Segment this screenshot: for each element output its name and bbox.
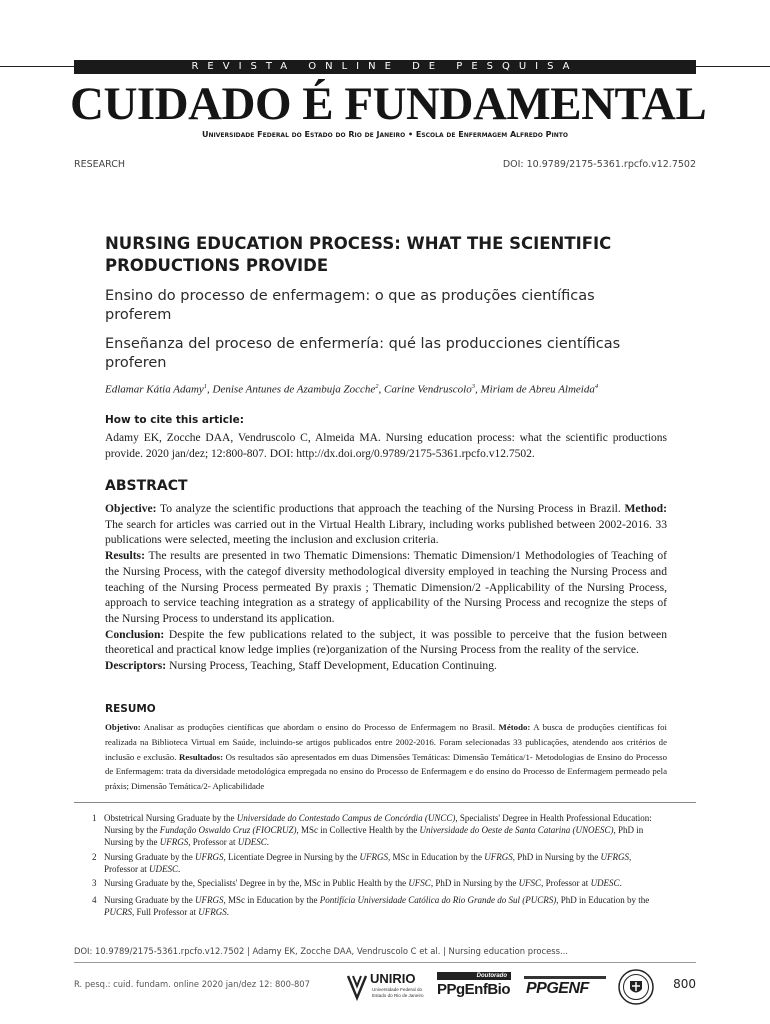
author-name: Miriam de Abreu Almeida bbox=[480, 383, 595, 396]
footnote-text: UFRGS bbox=[600, 852, 629, 862]
descriptors-label: Descriptors: bbox=[105, 659, 167, 673]
conclusion-text: Despite the few publications related to the subject, it was possible to perceive that the fusion between theoretical and practical know ledge implies (re)organization of the Nursing Process from the reality of the service. bbox=[105, 627, 667, 657]
ufrgs-seal bbox=[618, 969, 654, 1010]
footnote-text: , Specialists' Degree in Health Professional Education: Nursing by the bbox=[104, 813, 652, 835]
ppgenfbio-logo-text: PPgEnfBio bbox=[437, 981, 510, 998]
unirio-logo bbox=[344, 970, 426, 1004]
method-label: Method: bbox=[624, 502, 667, 515]
footnote-text: UFRGS bbox=[194, 895, 224, 905]
article-title-es: Enseñanza del proceso de enfermería: qué las producciones científicas proferen bbox=[105, 336, 621, 371]
ppgenfbio-tag: Doutorado bbox=[476, 973, 507, 979]
footnote-number: 3 bbox=[92, 878, 97, 888]
author-ref: 3 bbox=[471, 383, 475, 390]
footnote-text: Universidade do Oeste de Santa Catarina (UNOESC) bbox=[419, 825, 614, 835]
objetivo-text: Analisar as produções científicas que abordam o ensino do Processo de Enfermagem no Brasil. bbox=[140, 722, 499, 732]
footnote-text: , MSc in Education by the bbox=[387, 852, 485, 862]
footnote-text: Nursing Graduate by the bbox=[104, 895, 195, 905]
footnote-rule bbox=[74, 802, 696, 803]
footnote-text: Obstetrical Nursing Graduate by the bbox=[104, 813, 237, 823]
footnote-text: , Full Professor at bbox=[132, 907, 199, 917]
footnote-text: UFRGS bbox=[159, 837, 189, 847]
page-number: 800 bbox=[673, 977, 696, 991]
abstract-conclusion bbox=[105, 627, 667, 658]
objective-text: To analyze the scientific productions that approach the teaching of the Nursing Process in Brazil. bbox=[156, 502, 625, 515]
abstract-paragraph bbox=[105, 501, 667, 548]
footnote-text: Fundação Oswaldo Cruz (FIOCRUZ) bbox=[159, 825, 297, 835]
article-title-pt: Ensino do processo de enfermagem: o que as produções científicas proferem bbox=[105, 288, 595, 323]
footnote-text: UFRGS bbox=[484, 852, 513, 862]
footnote-text: . bbox=[178, 864, 181, 874]
resultados-label: Resultados: bbox=[179, 751, 224, 762]
resumo-paragraph bbox=[105, 720, 667, 794]
footnote-text: , Licentiate Degree in Nursing by the bbox=[223, 852, 360, 862]
footnote-text: , PhD in Nursing by the bbox=[430, 878, 519, 888]
objective-label: Objective: bbox=[105, 502, 157, 515]
author-name: Edlamar Kátia Adamy bbox=[105, 383, 204, 396]
ppgenf-logo-text: PPGENF bbox=[526, 980, 589, 997]
resumo-body bbox=[105, 720, 667, 794]
footnote-1 bbox=[92, 812, 666, 848]
footer-rule bbox=[74, 962, 696, 963]
unirio-logo-text: UNIRIO bbox=[370, 971, 416, 986]
footnote-text: . bbox=[619, 878, 622, 888]
article-title-en: NURSING EDUCATION PROCESS: WHAT THE SCIENTIFIC PRODUCTIONS PROVIDE bbox=[105, 234, 612, 275]
section-label: RESEARCH bbox=[74, 159, 126, 170]
footnote-text: Pontifícia Universidade Católica do Rio Grande do Sul (PUCRS) bbox=[319, 895, 557, 905]
footer-running-ref: DOI: 10.9789/2175-5361.rpcfo.v12.7502 | Adamy EK, Zocche DAA, Vendruscolo C et al. | Nursing education process... bbox=[74, 946, 568, 956]
footnote-number: 1 bbox=[92, 813, 97, 823]
author-ref: 2 bbox=[375, 383, 379, 390]
author-ref: 1 bbox=[203, 383, 208, 390]
unirio-logo-sub1: Universidade Federal do bbox=[372, 987, 423, 992]
footnote-4 bbox=[92, 894, 666, 918]
footnote-text: UFRGS bbox=[194, 852, 224, 862]
ppgenfbio-logo bbox=[437, 972, 511, 1002]
abstract-descriptors bbox=[105, 658, 667, 674]
footnote-text: , PhD in Education by the bbox=[556, 895, 650, 905]
abstract-heading: ABSTRACT bbox=[105, 478, 188, 494]
footnote-text: . bbox=[226, 907, 229, 917]
conclusion-label: Conclusion: bbox=[105, 627, 165, 641]
ppgenf-stripe bbox=[524, 976, 606, 979]
unirio-emblem-icon bbox=[344, 972, 370, 1002]
author-name: Carine Vendruscolo bbox=[384, 383, 472, 396]
footnote-text: UFRGS bbox=[198, 907, 227, 917]
ufrgs-seal-icon bbox=[618, 969, 654, 1005]
unirio-logo-sub2: Estado do Rio de Janeiro bbox=[372, 993, 424, 998]
footnote-text: UDESC bbox=[590, 878, 620, 888]
footnote-number: 4 bbox=[92, 895, 97, 905]
footnote-text: Nursing Graduate by the bbox=[104, 852, 195, 862]
footnote-text: , PhD in Nursing by the bbox=[104, 825, 644, 847]
footnote-text: UFSC bbox=[518, 878, 542, 888]
abstract-body bbox=[105, 501, 667, 674]
abstract-results bbox=[105, 548, 667, 627]
author-ref: 4 bbox=[594, 383, 599, 390]
metodo-label: Método: bbox=[498, 722, 531, 732]
resumo-heading: RESUMO bbox=[105, 703, 156, 715]
footnote-text: UFRGS bbox=[359, 852, 388, 862]
footnote-text: , MSc in Education by the bbox=[223, 895, 320, 905]
footnote-text: UFSC bbox=[408, 878, 431, 888]
journal-title: CUIDADO É FUNDAMENTAL bbox=[70, 78, 707, 130]
objetivo-label: Objetivo: bbox=[105, 722, 141, 732]
footnote-text: Nursing Graduate by the, Specialists' Degree in by the, MSc in Public Health by the bbox=[104, 878, 409, 888]
footnote-2 bbox=[92, 851, 666, 875]
institution-line: Universidade Federal do Estado do Rio de Janeiro • Escola de Enfermagem Alfredo Pinto bbox=[202, 130, 568, 139]
cite-text: Adamy EK, Zocche DAA, Vendruscolo C, Almeida MA. Nursing education process: what the scientific productions provide. 2020 jan/dez; 12:800-807. DOI: http://dx.doi.org/0.9789/2175-5361.rpcfo.v12.7502. bbox=[105, 432, 667, 460]
footnote-text: , Professor at bbox=[188, 837, 238, 847]
descriptors-text: Nursing Process, Teaching, Staff Development, Education Continuing. bbox=[166, 659, 497, 673]
method-text: The search for articles was carried out in the Virtual Health Library, including works published between 2002-2016. 33 publications were selected, meeting the inclusion and exclusion criteria. bbox=[105, 517, 667, 547]
resultados-text: Os resultados são apresentados em duas Dimensões Temáticas: Dimensão Temática/1- Metodologias de Ensino do Processo de Enfermagem: trata da diversidade metodológica empregada no ensino do Processo de Enfermagem e do ensino do Processo de Enfermagem permeado pela práxis; Dimensão Temática/2- Aplicabilidade bbox=[105, 751, 667, 792]
author-name: Denise Antunes de Azambuja Zocche bbox=[212, 383, 376, 396]
footnote-text: , PhD in Nursing by the bbox=[512, 852, 601, 862]
footnote-text: , Professor at bbox=[104, 852, 632, 874]
ppgenf-logo bbox=[524, 976, 606, 1000]
footnote-text: , Professor at bbox=[541, 878, 591, 888]
footnote-text: Universidade do Contestado Campus de Concórdia (UNCC) bbox=[236, 813, 456, 823]
footnote-3 bbox=[92, 877, 666, 889]
footnote-text: , MSc in Collective Health by the bbox=[296, 825, 420, 835]
results-text: The results are presented in two Thematic Dimensions: Thematic Dimension/1 Methodologies of Teaching of the Nursing Process, with the categof diversity methodological diversity employed in teaching the Nursing Process and teaching of the Nursing Process permeated By praxis ; Thematic Dimension/2 -Applicability of the Nursing Process, approach to service teaching integration as a strategy of applicability of the Nursing Process and recognize the steps of the Nursing Process to understand its application. bbox=[105, 549, 667, 625]
footer-journal-cite: R. pesq.: cuid. fundam. online 2020 jan/dez 12: 800-807 bbox=[74, 979, 310, 989]
journal-name: REVISTA ONLINE DE PESQUISA bbox=[191, 61, 579, 72]
footnote-text: . bbox=[266, 837, 269, 847]
footnote-text: UDESC bbox=[237, 837, 267, 847]
cite-heading: How to cite this article: bbox=[105, 414, 244, 426]
footnote-text: UDESC bbox=[149, 864, 178, 874]
metodo-text: A busca de produções científicas foi realizada na Biblioteca Virtual em Saúde, incluindo-se artigos publicados entre 2002-2016. Foram selecionadas 33 publicações, atendendo aos critérios de inclusão e exclusão. bbox=[105, 722, 667, 762]
results-label: Results: bbox=[105, 549, 145, 563]
footnote-number: 2 bbox=[92, 852, 97, 862]
footnote-text: PUCRS bbox=[104, 907, 132, 917]
doi-header: DOI: 10.9789/2175-5361.rpcfo.v12.7502 bbox=[502, 159, 696, 170]
author-list: Edlamar Kátia Adamy$^1$, Denise Antunes de Azambuja Zocche$^2$, Carine Vendruscolo$^3$, Miriam de Abreu Almeida$^4$ bbox=[105, 383, 599, 396]
